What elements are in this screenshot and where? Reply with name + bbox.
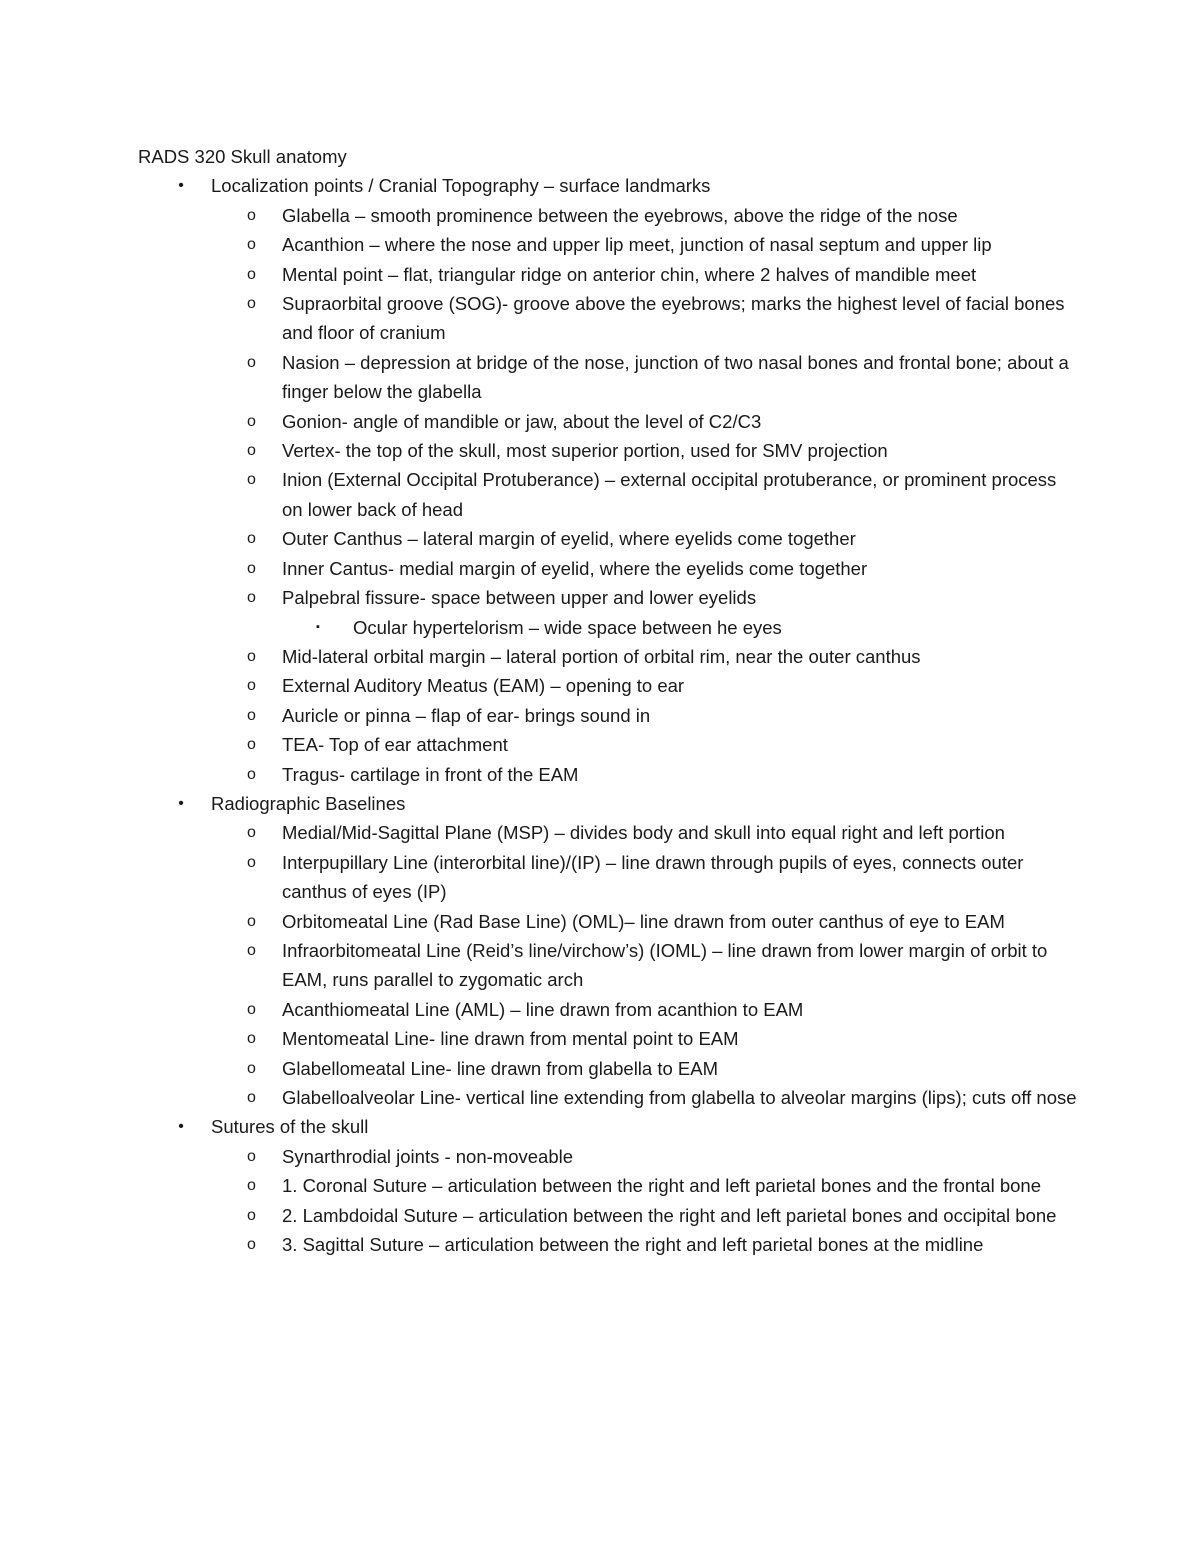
section-localization [138,171,1078,789]
section-radiographic-baselines [138,789,1078,1112]
list-item [211,907,1078,936]
document-title: RADS 320 Skull anatomy [138,146,347,167]
list-item [211,1024,1078,1053]
list-item-text: Inion (External Occipital Protuberance) – external occipital protuberance, or prominent process on lower back of head [282,469,1057,520]
sub-bullet-marker: o [247,1177,256,1195]
list-item-text: 1. Coronal Suture – articulation between the right and left parietal bones and the frontal bone [282,1175,1042,1197]
list-item-text: Outer Canthus – lateral margin of eyelid, where eyelids come together [282,528,856,550]
list-item-text: Synarthrodial joints - non-moveable [282,1145,574,1167]
sub-bullet-marker: o [247,589,256,607]
list-item [211,671,1078,700]
list-item-text: Supraorbital groove (SOG)- groove above the eyebrows; marks the highest level of facial bones and floor of cranium [282,293,1065,344]
sub-list [211,1142,1078,1260]
sub-bullet-marker: o [247,295,256,313]
list-item [211,407,1078,436]
list-item-text: Orbitomeatal Line (Rad Base Line) (OML)– line drawn from outer canthus of eye to EAM [282,910,1005,932]
nested-list-item-text: Ocular hypertelorism – wide space between he eyes [353,616,782,638]
list-item-text: TEA- Top of ear attachment [282,734,508,756]
sub-bullet-marker: o [247,765,256,783]
sub-bullet-marker: o [247,706,256,724]
section-heading: Sutures of the skull [211,1116,369,1138]
list-item-text: Acanthion – where the nose and upper lip meet, junction of nasal septum and upper lip [282,234,992,256]
sub-bullet-marker: o [247,941,256,959]
sub-bullet-marker: o [247,206,256,224]
sub-bullet-marker: o [247,1206,256,1224]
list-item-text: Palpebral fissure- space between upper and lower eyelids [282,587,757,609]
document-body [138,142,1078,1259]
nested-list-item [282,613,1078,642]
list-item [211,260,1078,289]
list-item [211,760,1078,789]
sub-bullet-marker: o [247,559,256,577]
list-item-text: External Auditory Meatus (EAM) – opening to ear [282,675,685,697]
sub-bullet-marker: o [247,824,256,842]
list-item-text: Medial/Mid-Sagittal Plane (MSP) – divides body and skull into equal right and left portion [282,822,1005,844]
sub-bullet-marker: o [247,236,256,254]
list-item [211,701,1078,730]
square-bullet-marker: ▪ [316,620,320,633]
list-item [211,1171,1078,1200]
list-item [211,936,1078,995]
list-item [211,1083,1078,1112]
sub-bullet-marker: o [247,442,256,460]
sub-bullet-marker: o [247,530,256,548]
list-item [211,465,1078,524]
sub-bullet-marker: o [247,1030,256,1048]
sub-bullet-marker: o [247,1000,256,1018]
list-item-text: 3. Sagittal Suture – articulation between the right and left parietal bones at the midline [282,1234,984,1256]
list-item [211,995,1078,1024]
sub-bullet-marker: o [247,647,256,665]
list-item-text: Mentomeatal Line- line drawn from mental point to EAM [282,1028,739,1050]
list-item [211,818,1078,847]
list-item-text: Mental point – flat, triangular ridge on anterior chin, where 2 halves of mandible meet [282,263,977,285]
list-item [211,289,1078,348]
sub-bullet-marker: o [247,471,256,489]
main-bullet-list [138,171,1078,1259]
sub-bullet-marker: o [247,677,256,695]
list-item [211,1201,1078,1230]
sub-bullet-marker: o [247,412,256,430]
list-item-text: Glabella – smooth prominence between the eyebrows, above the ridge of the nose [282,204,958,226]
sub-bullet-marker: o [247,912,256,930]
sub-bullet-marker: o [247,1089,256,1106]
list-item-text: Tragus- cartilage in front of the EAM [282,763,579,785]
list-item [211,1054,1078,1083]
list-item [211,201,1078,230]
list-item [211,230,1078,259]
list-item [211,848,1078,907]
list-item-text: 2. Lambdoidal Suture – articulation between the right and left parietal bones and occipital bone [282,1204,1057,1226]
list-item-text: Mid-lateral orbital margin – lateral portion of orbital rim, near the outer canthus [282,645,921,667]
sub-bullet-marker: o [247,1059,256,1077]
list-item [211,554,1078,583]
sub-bullet-marker: o [247,736,256,754]
section-heading: Radiographic Baselines [211,792,406,814]
sub-list [211,201,1078,789]
section-heading: Localization points / Cranial Topography – surface landmarks [211,175,711,197]
list-item-text: Glabellomeatal Line- line drawn from glabella to EAM [282,1057,718,1079]
sub-bullet-marker: o [247,853,256,871]
bullet-marker: • [178,177,184,195]
sub-bullet-marker: o [247,353,256,371]
section-sutures [138,1112,1078,1259]
sub-bullet-marker: o [247,265,256,283]
list-item [211,583,1078,642]
list-item [211,730,1078,759]
list-item-text: Nasion – depression at bridge of the nose, junction of two nasal bones and frontal bone; about a finger below the glabella [282,351,1069,403]
nested-sub-list [282,613,1078,642]
list-item-text: Gonion- angle of mandible or jaw, about the level of C2/C3 [282,410,762,432]
list-item-text: Acanthiomeatal Line (AML) – line drawn from acanthion to EAM [282,998,804,1020]
list-item-text: Glabelloalveolar Line- vertical line extending from glabella to alveolar margins (lips); cuts off nose [282,1087,1077,1108]
list-item-text: Infraorbitomeatal Line (Reid’s line/virchow’s) (IOML) – line drawn from lower margin of orbit to EAM, runs parallel to zygomatic arch [282,939,1048,991]
bullet-marker: • [178,794,184,812]
list-item [211,1230,1078,1259]
list-item-text: Interpupillary Line (interorbital line)/(IP) – line drawn through pupils of eyes, connects outer canthus of eyes (IP) [282,851,1024,903]
sub-bullet-marker: o [247,1236,256,1254]
list-item [211,524,1078,553]
list-item [211,436,1078,465]
list-item-text: Auricle or pinna – flap of ear- brings sound in [282,704,651,726]
list-item-text: Vertex- the top of the skull, most superior portion, used for SMV projection [282,440,888,462]
bullet-marker: • [178,1118,184,1136]
sub-list [211,818,1078,1112]
list-item [211,348,1078,407]
list-item [211,642,1078,671]
sub-bullet-marker: o [247,1147,256,1165]
list-item [211,1142,1078,1171]
list-item-text: Inner Cantus- medial margin of eyelid, where the eyelids come together [282,557,868,579]
